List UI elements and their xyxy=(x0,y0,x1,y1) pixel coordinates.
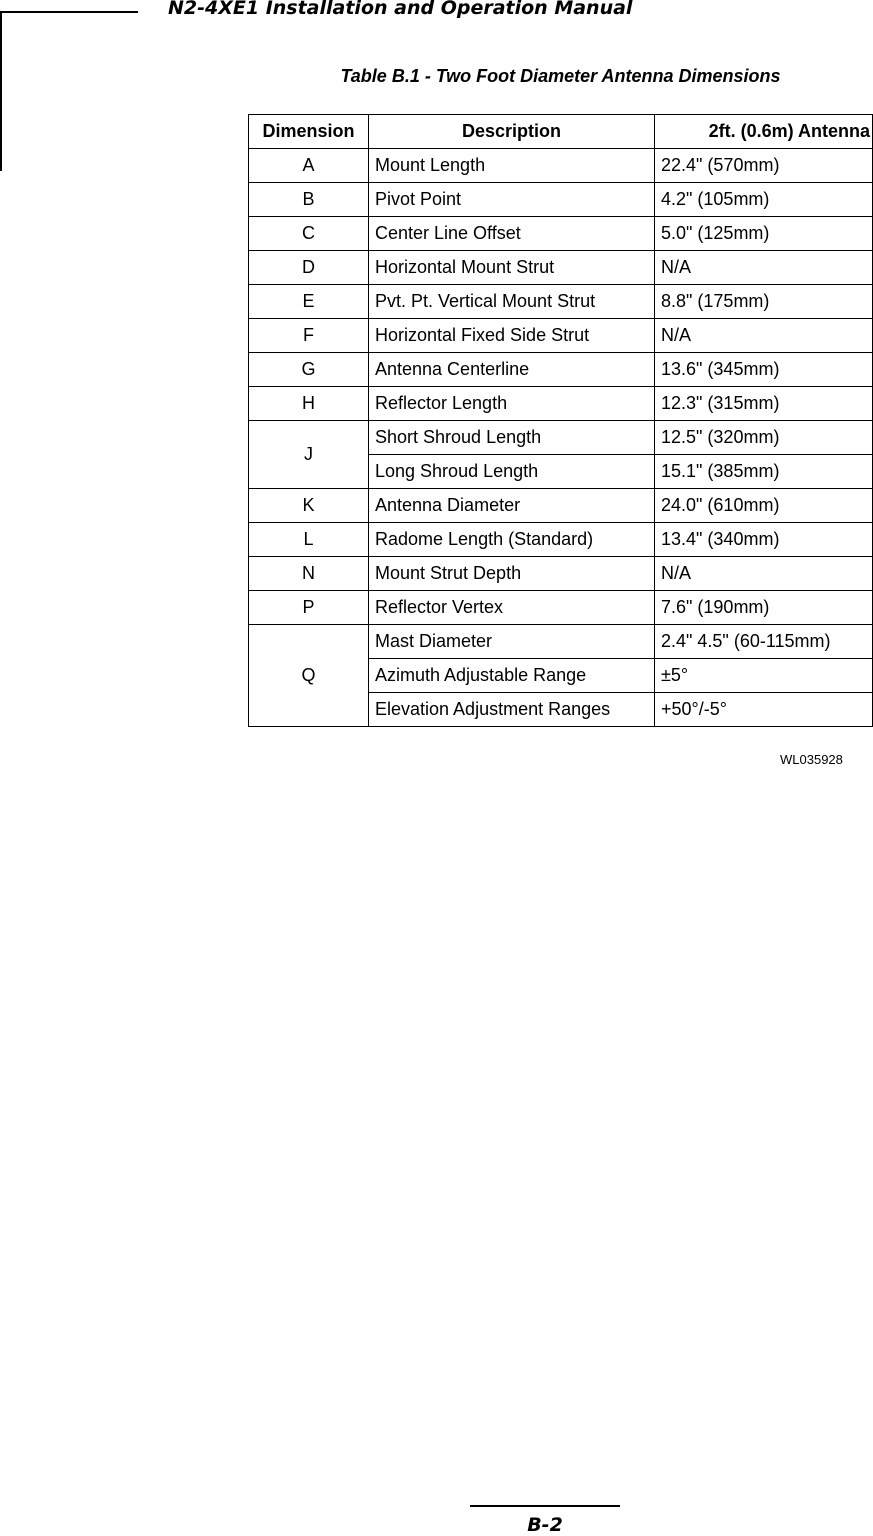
description-cell: Pivot Point xyxy=(369,183,655,217)
value-cell: ±5° xyxy=(655,659,873,693)
antenna-dimensions-table xyxy=(248,114,873,727)
value-cell: +50°/-5° xyxy=(655,693,873,727)
description-cell: Azimuth Adjustable Range xyxy=(369,659,655,693)
value-cell: 5.0" (125mm) xyxy=(655,217,873,251)
page-number: B-2 xyxy=(527,1514,563,1536)
description-cell: Mast Diameter xyxy=(369,625,655,659)
table-row xyxy=(249,557,873,591)
table-row xyxy=(249,285,873,319)
description-cell: Antenna Diameter xyxy=(369,489,655,523)
dimension-cell: G xyxy=(249,353,369,387)
table-row xyxy=(249,149,873,183)
table-row xyxy=(249,183,873,217)
description-cell: Center Line Offset xyxy=(369,217,655,251)
table-row xyxy=(249,319,873,353)
description-cell: Short Shroud Length xyxy=(369,421,655,455)
description-cell: Horizontal Mount Strut xyxy=(369,251,655,285)
table-row xyxy=(249,421,873,455)
description-cell: Elevation Adjustment Ranges xyxy=(369,693,655,727)
value-cell: 4.2" (105mm) xyxy=(655,183,873,217)
dimension-cell: B xyxy=(249,183,369,217)
value-cell: 22.4" (570mm) xyxy=(655,149,873,183)
value-cell: 13.6" (345mm) xyxy=(655,353,873,387)
dimension-cell: E xyxy=(249,285,369,319)
column-header-dimension: Dimension xyxy=(249,115,369,149)
value-cell: 8.8" (175mm) xyxy=(655,285,873,319)
column-header-antenna: 2ft. (0.6m) Antenna xyxy=(655,115,873,149)
header-rule-vertical xyxy=(0,11,2,171)
table-row xyxy=(249,489,873,523)
value-cell: 13.4" (340mm) xyxy=(655,523,873,557)
figure-id: WL035928 xyxy=(780,752,843,767)
description-cell: Mount Length xyxy=(369,149,655,183)
description-cell: Reflector Vertex xyxy=(369,591,655,625)
table-row xyxy=(249,217,873,251)
value-cell: N/A xyxy=(655,557,873,591)
value-cell: 24.0" (610mm) xyxy=(655,489,873,523)
dimension-cell: L xyxy=(249,523,369,557)
description-cell: Antenna Centerline xyxy=(369,353,655,387)
description-cell: Horizontal Fixed Side Strut xyxy=(369,319,655,353)
description-cell: Reflector Length xyxy=(369,387,655,421)
footer-rule xyxy=(470,1505,620,1507)
dimension-cell: P xyxy=(249,591,369,625)
dimension-cell: K xyxy=(249,489,369,523)
description-cell: Pvt. Pt. Vertical Mount Strut xyxy=(369,285,655,319)
dimension-cell: F xyxy=(249,319,369,353)
header-rule-horizontal xyxy=(0,11,138,13)
value-cell: 12.3" (315mm) xyxy=(655,387,873,421)
table-row xyxy=(249,387,873,421)
manual-title: N2-4XE1 Installation and Operation Manual xyxy=(168,0,633,19)
description-cell: Radome Length (Standard) xyxy=(369,523,655,557)
table-row xyxy=(249,353,873,387)
table-row xyxy=(249,523,873,557)
value-cell: 12.5" (320mm) xyxy=(655,421,873,455)
table-row xyxy=(249,591,873,625)
dimension-cell: C xyxy=(249,217,369,251)
table-row xyxy=(249,251,873,285)
dimension-cell: J xyxy=(249,421,369,489)
dimension-cell: A xyxy=(249,149,369,183)
table-row xyxy=(249,625,873,659)
column-header-description: Description xyxy=(369,115,655,149)
table-header-row xyxy=(249,115,873,149)
value-cell: N/A xyxy=(655,319,873,353)
dimension-cell: D xyxy=(249,251,369,285)
value-cell: 7.6" (190mm) xyxy=(655,591,873,625)
dimension-cell: H xyxy=(249,387,369,421)
description-cell: Long Shroud Length xyxy=(369,455,655,489)
dimension-cell: Q xyxy=(249,625,369,727)
value-cell: 2.4" 4.5" (60-115mm) xyxy=(655,625,873,659)
description-cell: Mount Strut Depth xyxy=(369,557,655,591)
value-cell: 15.1" (385mm) xyxy=(655,455,873,489)
dimension-cell: N xyxy=(249,557,369,591)
table-caption: Table B.1 - Two Foot Diameter Antenna Dimensions xyxy=(340,66,781,86)
value-cell: N/A xyxy=(655,251,873,285)
